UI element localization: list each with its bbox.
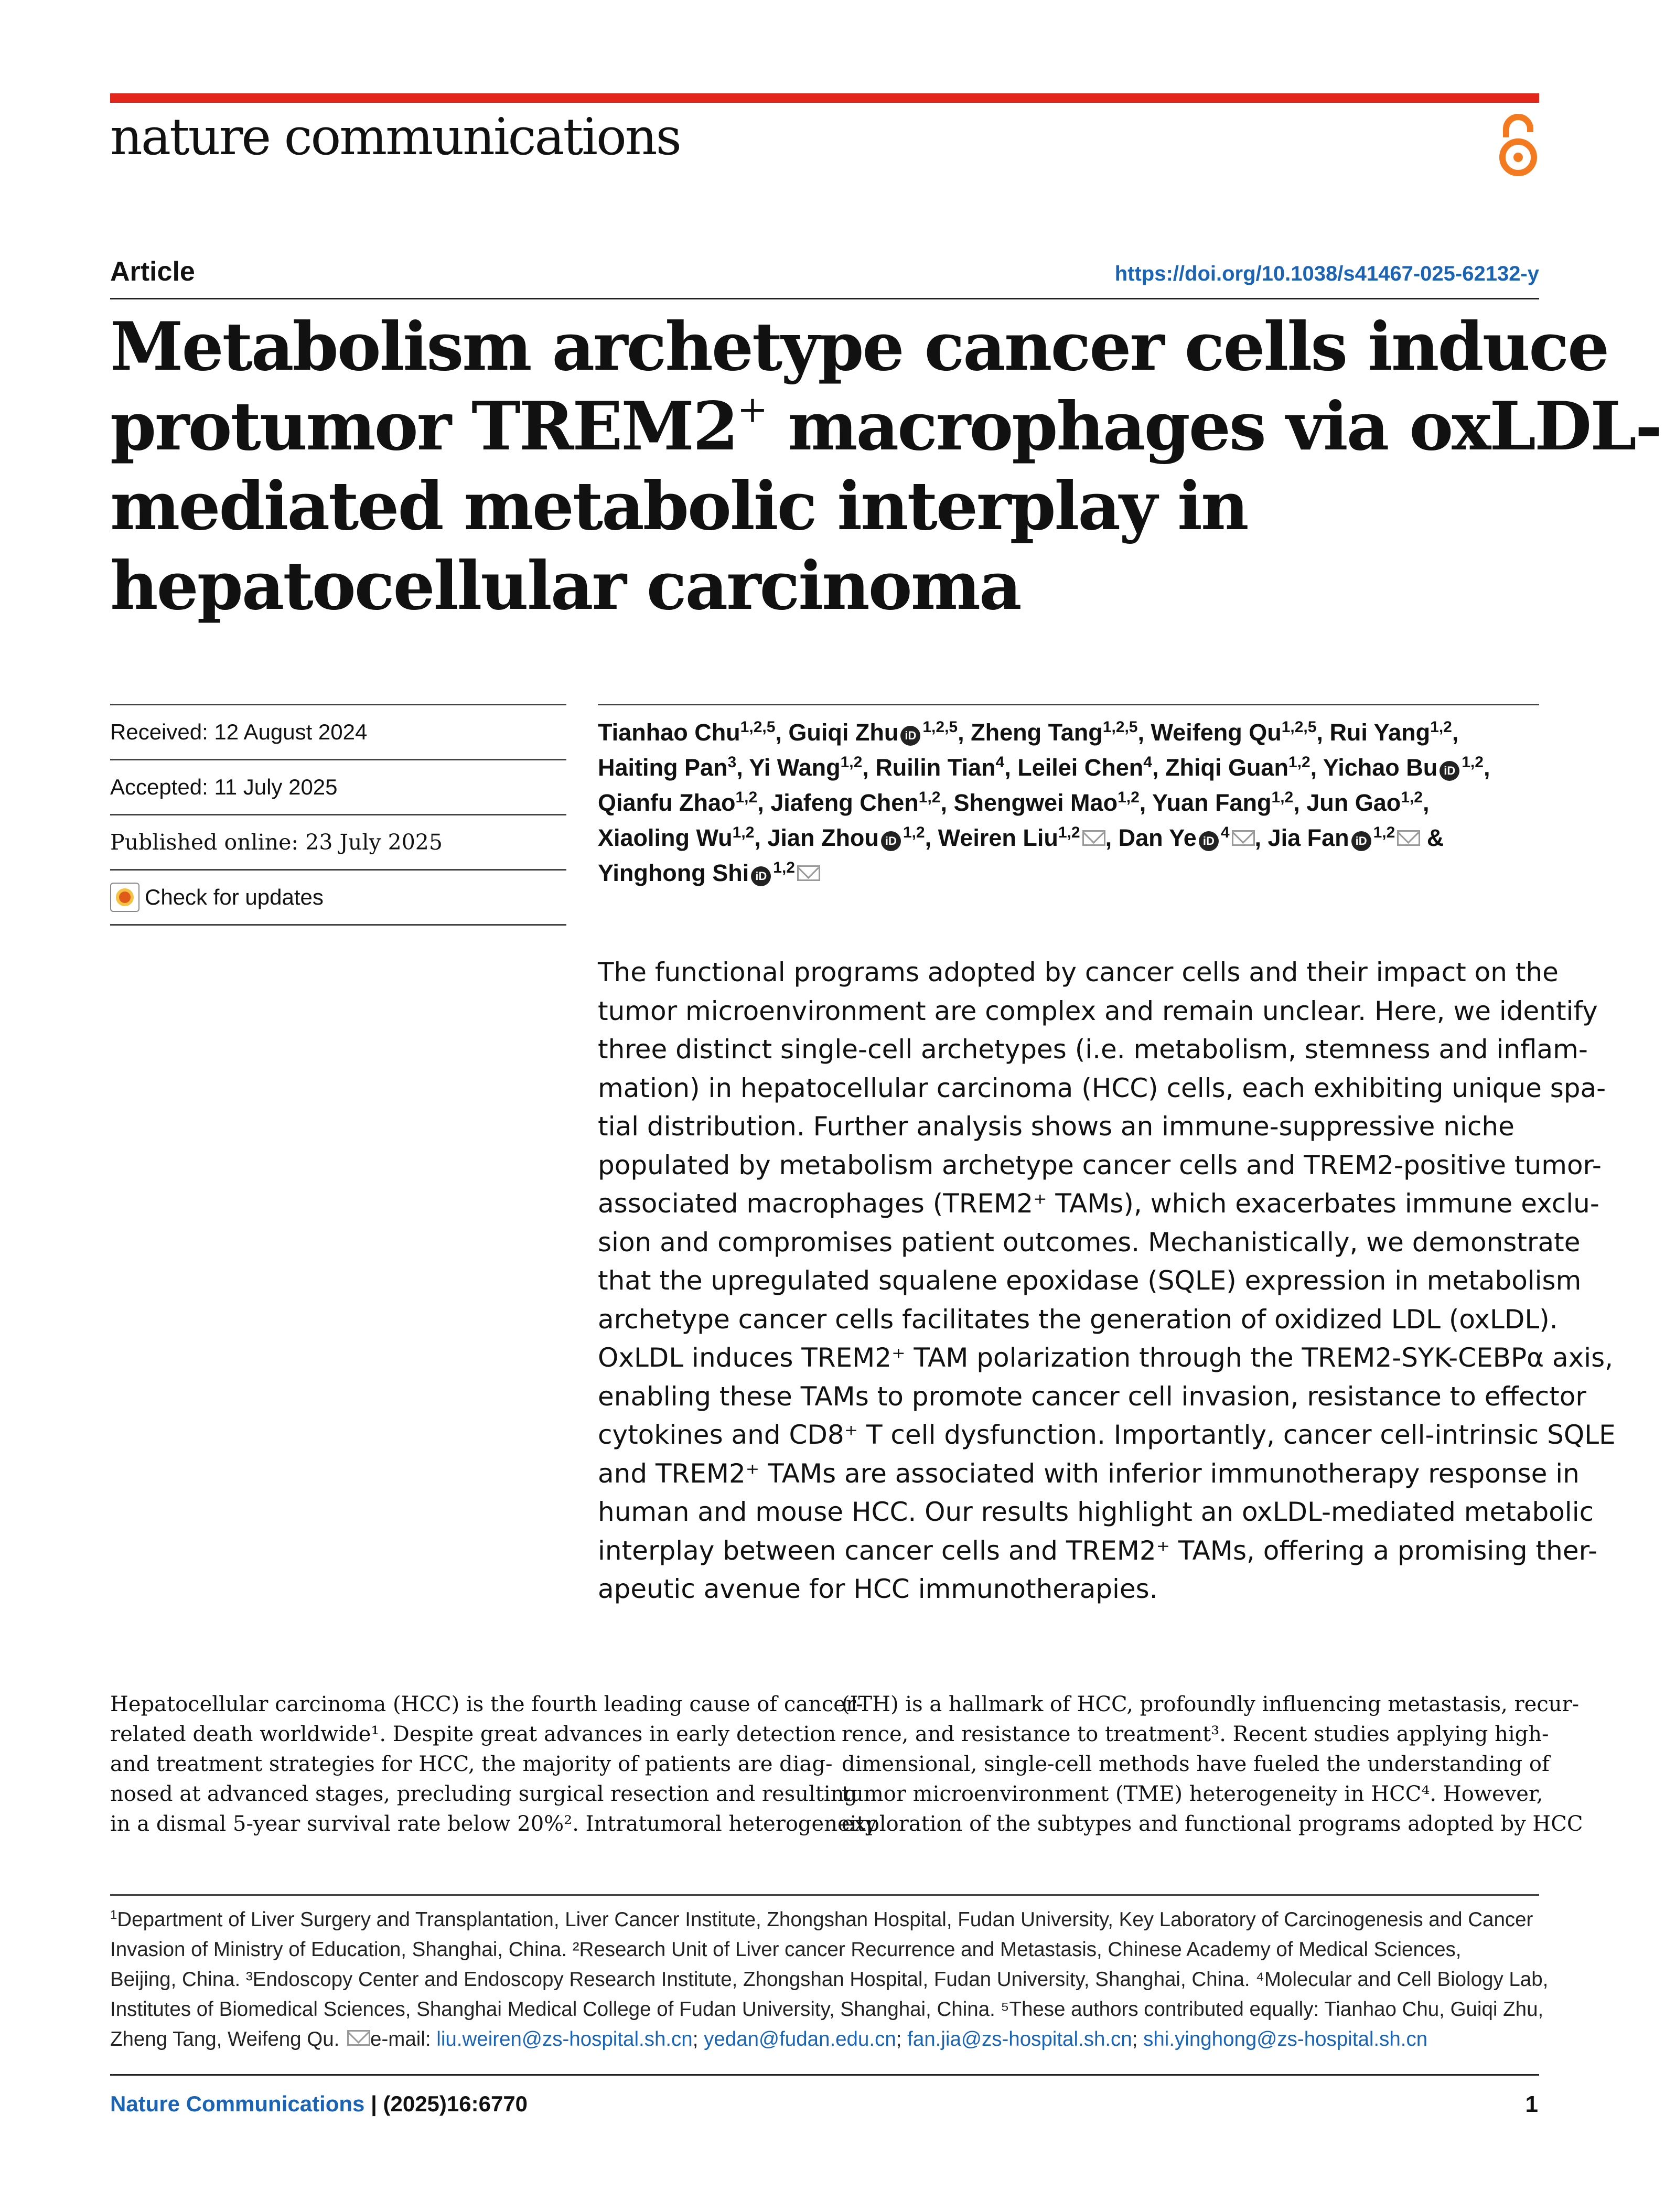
- journal-name: nature communications: [110, 108, 680, 166]
- author-name[interactable]: Ruilin Tian: [875, 754, 996, 781]
- abstract-line: sion and compromises patient outcomes. Mechanistically, we demonstrate: [598, 1227, 1581, 1258]
- affiliation-superscript: 1,2: [1373, 824, 1395, 841]
- abstract-line: three distinct single-cell archetypes (i.e. metabolism, stemness and inflam-: [598, 1034, 1588, 1065]
- body-column-right: [842, 1690, 1583, 1839]
- affiliation-superscript: 4: [1220, 824, 1230, 841]
- author-name[interactable]: Weifeng Qu: [1151, 719, 1282, 746]
- body-text-line: nosed at advanced stages, precluding surgical resection and resulting: [110, 1782, 857, 1806]
- affiliation-superscript: 1,2: [918, 789, 941, 806]
- author-line: Tianhao Chu$^{1,2,5}$, Guiqi Zhu iD $^{1,2,5}$, Zheng Tang$^{1,2,5}$, Weifeng Qu$^{1,2,5}$, Rui Yang$^{1,2}$,: [598, 718, 1459, 746]
- affiliation-superscript: 1,2,5: [1102, 718, 1138, 736]
- open-access-icon[interactable]: [1495, 111, 1542, 179]
- abstract: [598, 953, 1616, 1609]
- published-date: Published online: 23 July 2025: [110, 830, 443, 855]
- title-line: protumor TREM2+ macrophages via oxLDL-: [110, 388, 1661, 465]
- author-name[interactable]: Xiaoling Wu: [598, 824, 733, 851]
- abstract-line: The functional programs adopted by cancer cells and their impact on the: [598, 957, 1559, 987]
- body-text-line: in a dismal 5-year survival rate below 20%². Intratumoral heterogeneity: [110, 1812, 877, 1836]
- author-name[interactable]: Weiren Liu: [938, 824, 1058, 851]
- page-number: 1: [1525, 2091, 1538, 2117]
- body-text-line: (ITH) is a hallmark of HCC, profoundly influencing metastasis, recur-: [842, 1692, 1580, 1716]
- affiliation-superscript: 1,2: [1462, 754, 1484, 771]
- abstract-line: archetype cancer cells facilitates the generation of oxidized LDL (oxLDL).: [598, 1304, 1558, 1335]
- authors-divider: [598, 704, 1539, 705]
- abstract-line: that the upregulated squalene epoxidase (SQLE) expression in metabolism: [598, 1265, 1582, 1296]
- publication-dates-panel: [110, 704, 566, 926]
- affiliation-superscript: 1,2: [732, 824, 755, 841]
- body-text-line: tumor microenvironment (TME) heterogeneity in HCC⁴. However,: [842, 1782, 1543, 1806]
- footer-volume: | (2025)16:6770: [364, 2091, 528, 2116]
- affiliation-text: Beijing, China. ³Endoscopy Center and Endoscopy Research Institute, Zhongshan Hospital, Fudan University, Shanghai, China. ⁴Molecular and Cell Biology Lab,: [110, 1968, 1549, 1991]
- title-line: mediated metabolic interplay in: [110, 467, 1248, 545]
- header-red-bar: [110, 93, 1539, 103]
- divider: [110, 924, 566, 926]
- author-line: [598, 855, 1539, 890]
- orcid-icon[interactable]: iD: [1351, 831, 1371, 851]
- check-updates-label: Check for updates: [145, 885, 324, 909]
- abstract-line: human and mouse HCC. Our results highlight an oxLDL-mediated metabolic: [598, 1497, 1594, 1527]
- footer-citation: [110, 2091, 528, 2117]
- abstract-line: populated by metabolism archetype cancer cells and TREM2-positive tumor-: [598, 1150, 1602, 1180]
- affiliation-superscript: 4: [1143, 754, 1152, 771]
- affiliation-superscript: 1,2,5: [922, 718, 958, 736]
- abstract-line: interplay between cancer cells and TREM2⁺ TAMs, offering a promising ther-: [598, 1535, 1597, 1566]
- footer-divider: [110, 2074, 1539, 2076]
- author-name[interactable]: Yuan Fang: [1152, 789, 1272, 816]
- affiliation-superscript: 1,2: [1288, 754, 1310, 771]
- affiliation-superscript: 1,2: [735, 789, 758, 806]
- abstract-line: apeutic avenue for HCC immunotherapies.: [598, 1574, 1158, 1604]
- abstract-line: mation) in hepatocellular carcinoma (HCC) cells, each exhibiting unique spa-: [598, 1072, 1606, 1103]
- body-text-line: Hepatocellular carcinoma (HCC) is the fourth leading cause of cancer-: [110, 1692, 863, 1716]
- email-icon[interactable]: [797, 865, 820, 881]
- affiliation-superscript: 3: [727, 754, 737, 771]
- author-name[interactable]: Yinghong Shi: [598, 860, 749, 886]
- article-title: [110, 307, 1661, 626]
- email-icon[interactable]: [1232, 830, 1255, 846]
- orcid-icon[interactable]: iD: [900, 726, 920, 746]
- check-for-updates-button[interactable]: [110, 871, 566, 924]
- author-name[interactable]: Tianhao Chu: [598, 719, 740, 746]
- orcid-icon[interactable]: iD: [1199, 831, 1219, 851]
- affiliation-superscript: 1,2: [840, 754, 863, 771]
- author-line: Xiaoling Wu$^{1,2}$, Jian Zhou iD $^{1,2}$, Weiren Liu$^{1,2}$ , Dan Ye iD $^4$ , Jia Fan iD $^{1,2}$ &: [598, 824, 1444, 851]
- body-text-line: related death worldwide¹. Despite great advances in early detection: [110, 1722, 836, 1746]
- affiliation-superscript: 1,2: [1118, 789, 1140, 806]
- author-name[interactable]: Zheng Tang: [971, 719, 1103, 746]
- email-icon[interactable]: [1397, 830, 1420, 846]
- author-name[interactable]: Haiting Pan: [598, 754, 728, 781]
- abstract-line: enabling these TAMs to promote cancer cell invasion, resistance to effector: [598, 1381, 1586, 1412]
- body-text-line: dimensional, single-cell methods have fueled the understanding of: [842, 1752, 1550, 1776]
- affiliation-superscript: 4: [995, 754, 1005, 771]
- email-label: e-mail:: [370, 2028, 437, 2050]
- email-link[interactable]: yedan@fudan.edu.cn: [704, 2028, 896, 2050]
- orcid-icon[interactable]: iD: [751, 866, 771, 886]
- author-name[interactable]: Rui Yang: [1329, 719, 1431, 746]
- abstract-line: cytokines and CD8⁺ T cell dysfunction. Importantly, cancer cell-intrinsic SQLE: [598, 1420, 1616, 1450]
- affiliation-superscript: 1,2,5: [740, 718, 776, 736]
- affiliation-superscript: 1,2: [1401, 789, 1423, 806]
- received-date: Received: 12 August 2024: [110, 720, 368, 744]
- author-name[interactable]: Jiafeng Chen: [770, 789, 919, 816]
- header-divider: [110, 298, 1539, 299]
- affiliation-text: Institutes of Biomedical Sciences, Shanghai Medical College of Fudan University, Shanghai, China. ⁵These authors contributed equally: Tianhao Chu, Guiqi Zhu,: [110, 1998, 1544, 2021]
- author-list: [598, 715, 1539, 890]
- abstract-line: tial distribution. Further analysis shows an immune-suppressive niche: [598, 1111, 1514, 1142]
- author-name[interactable]: Yi Wang: [749, 754, 841, 781]
- orcid-icon[interactable]: iD: [881, 831, 901, 851]
- affiliation-text: Zheng Tang, Weifeng Qu.: [110, 2028, 346, 2050]
- author-name[interactable]: Zhiqi Guan: [1165, 754, 1288, 781]
- email-link[interactable]: fan.jia@zs-hospital.sh.cn: [907, 2028, 1132, 2050]
- orcid-icon[interactable]: iD: [1440, 761, 1459, 781]
- author-line: Qianfu Zhao$^{1,2}$, Jiafeng Chen$^{1,2}$, Shengwei Mao$^{1,2}$, Yuan Fang$^{1,2}$, Jun Gao$^{1,2}$,: [598, 789, 1430, 816]
- affiliation-superscript: 1,2,5: [1281, 718, 1317, 736]
- email-link[interactable]: shi.yinghong@zs-hospital.sh.cn: [1143, 2028, 1428, 2050]
- email-icon[interactable]: [1082, 830, 1105, 846]
- body-text-line: rence, and resistance to treatment³. Recent studies applying high-: [842, 1722, 1549, 1746]
- abstract-line: and TREM2⁺ TAMs are associated with inferior immunotherapy response in: [598, 1458, 1580, 1489]
- article-type-label: Article: [110, 256, 195, 287]
- author-name[interactable]: Jian Zhou: [767, 824, 879, 851]
- affiliation-superscript: 1,2: [903, 824, 925, 841]
- author-name[interactable]: Jia Fan: [1267, 824, 1349, 851]
- email-link[interactable]: liu.weiren@zs-hospital.sh.cn: [436, 2028, 693, 2050]
- check-updates-icon: [110, 883, 139, 912]
- title-line: Metabolism archetype cancer cells induce: [110, 308, 1608, 385]
- affiliations-divider: [110, 1894, 1539, 1896]
- author-name[interactable]: Guiqi Zhu: [788, 719, 899, 746]
- author-name[interactable]: Yichao Bu: [1323, 754, 1438, 781]
- affiliation-text: Invasion of Ministry of Education, Shanghai, China. ²Research Unit of Liver cancer Recurrence and Metastasis, Chinese Academy of Medical Sciences,: [110, 1938, 1462, 1961]
- accepted-date: Accepted: 11 July 2025: [110, 775, 338, 799]
- title-line: hepatocellular carcinoma: [110, 547, 1021, 625]
- abstract-line: OxLDL induces TREM2⁺ TAM polarization through the TREM2-SYK-CEBPα axis,: [598, 1343, 1614, 1373]
- footer-journal-link[interactable]: Nature Communications: [110, 2091, 365, 2116]
- author-name[interactable]: Jun Gao: [1306, 789, 1401, 816]
- abstract-line: tumor microenvironment are complex and remain unclear. Here, we identify: [598, 995, 1598, 1026]
- body-column-left: [110, 1690, 877, 1839]
- author-line: Haiting Pan$^3$, Yi Wang$^{1,2}$, Ruilin Tian$^4$, Leilei Chen$^4$, Zhiqi Guan$^{1,2}$, Yichao Bu iD $^{1,2}$,: [598, 754, 1490, 781]
- affiliations: $^1$Department of Liver Surgery and Transplantation, Liver Cancer Institute, Zhongshan Hospital, Fudan University, Key Laboratory of Carcinogenesis and Cancer Invasion of Ministry of Education, Shanghai, China. ²Research Unit of Liver cancer Recurrence and Metastasis, Chinese Academy of Medical Sciences, Beijing, China. ³Endoscopy Center and Endoscopy Research Institute, Zhongshan Hospital, Fudan University, Shanghai, China. ⁴Molecular and Cell Biology Lab, Institutes of Biomedical Sciences, Shanghai Medical College of Fudan University, Shanghai, China. ⁵These authors contributed equally: Tianhao Chu, Guiqi Zhu, Zheng Tang, Weifeng Qu. e-mail: liu.weiren@zs-hospital.sh.cn; yedan@fudan.edu.cn; fan.jia@zs-hospital.sh.cn; shi.yinghong@zs-hospital.sh.cn: [110, 1908, 1549, 2050]
- affiliation-superscript: 1,2: [773, 859, 795, 876]
- author-name[interactable]: Shengwei Mao: [953, 789, 1118, 816]
- body-text-line: exploration of the subtypes and functional programs adopted by HCC: [842, 1812, 1583, 1836]
- author-name[interactable]: Leilei Chen: [1017, 754, 1144, 781]
- doi-link[interactable]: https://doi.org/10.1038/s41467-025-62132-y: [1114, 262, 1539, 285]
- author-name[interactable]: Dan Ye: [1118, 824, 1197, 851]
- affiliation-superscript: 1,2: [1430, 718, 1452, 736]
- author-name[interactable]: Qianfu Zhao: [598, 789, 736, 816]
- body-text-line: and treatment strategies for HCC, the majority of patients are diag-: [110, 1752, 833, 1776]
- affiliation-superscript: 1,2: [1271, 789, 1294, 806]
- affiliation-text: Department of Liver Surgery and Transplantation, Liver Cancer Institute, Zhongshan Hospital, Fudan University, Key Laboratory of Carcinogenesis and Cancer: [117, 1908, 1533, 1931]
- affiliation-superscript: 1,2: [1058, 824, 1080, 841]
- email-icon: [347, 2030, 370, 2046]
- abstract-line: associated macrophages (TREM2⁺ TAMs), which exacerbates immune exclu-: [598, 1188, 1599, 1219]
